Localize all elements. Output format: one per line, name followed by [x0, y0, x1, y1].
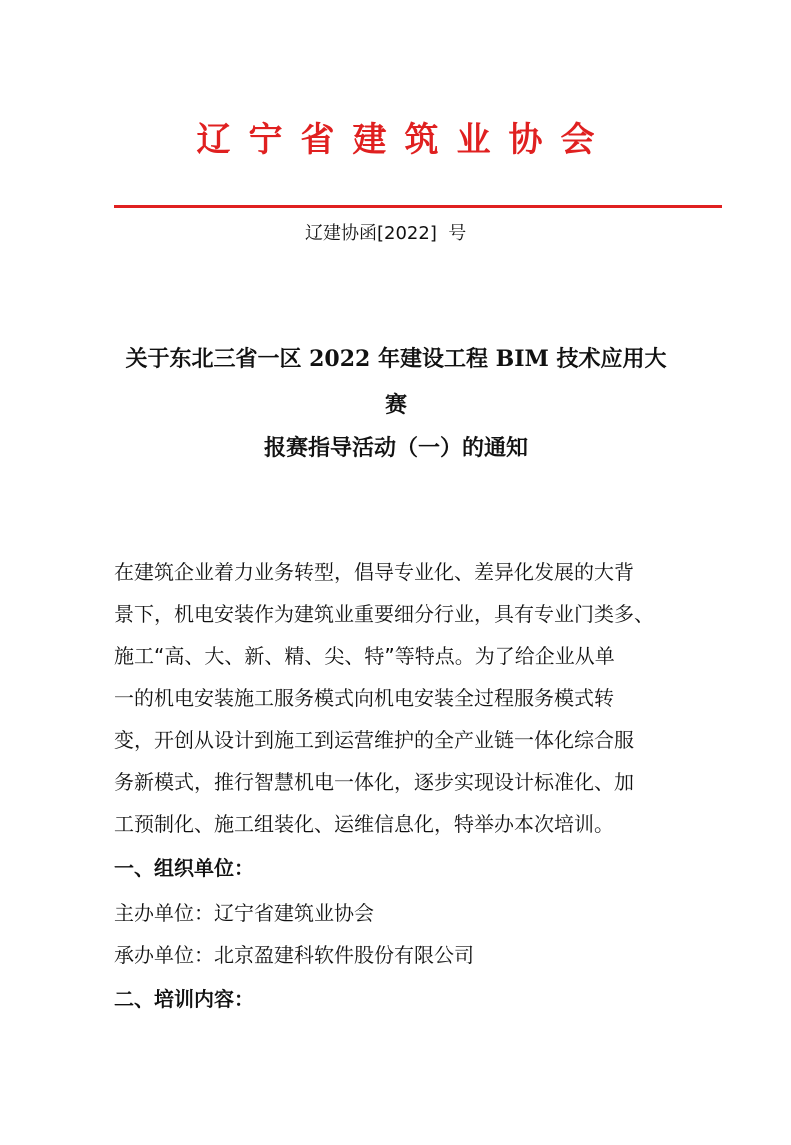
notice-title-line-3: 报赛指导活动（一）的通知 — [263, 435, 528, 461]
organization-title: 辽宁省建筑业协会 — [196, 120, 613, 160]
notice-title-line-2: 赛 — [384, 392, 407, 418]
paragraph-line-5: 变，开创从设计到施工到运营维护的全产业链一体化综合服 — [114, 728, 634, 752]
document-number: 辽建协函[2022] 号 — [305, 223, 467, 244]
notice-title-line-1: 关于东北三省一区 2022 年建设工程 BIM 技术应用大 — [125, 346, 667, 372]
section-2-heading: 二、培训内容： — [114, 987, 254, 1011]
paragraph-line-7: 工预制化、施工组装化、运维信息化，特举办本次培训。 — [114, 812, 614, 836]
paragraph-line-3: 施工“高、大、新、精、尖、特”等特点。为了给企业从单 — [114, 644, 615, 668]
paragraph-line-2: 景下，机电安装作为建筑业重要细分行业，具有专业门类多、 — [114, 602, 654, 626]
header-red-rule — [114, 205, 722, 208]
paragraph-line-4: 一的机电安装施工服务模式向机电安装全过程服务模式转 — [114, 686, 614, 710]
host-unit: 主办单位：辽宁省建筑业协会 — [114, 901, 374, 925]
organizer-unit: 承办单位：北京盈建科软件股份有限公司 — [114, 943, 474, 967]
paragraph-line-6: 务新模式，推行智慧机电一体化，逐步实现设计标准化、加 — [114, 770, 634, 794]
paragraph-line-1: 在建筑企业着力业务转型，倡导专业化、差异化发展的大背 — [114, 560, 634, 584]
section-1-heading: 一、组织单位： — [114, 856, 254, 880]
